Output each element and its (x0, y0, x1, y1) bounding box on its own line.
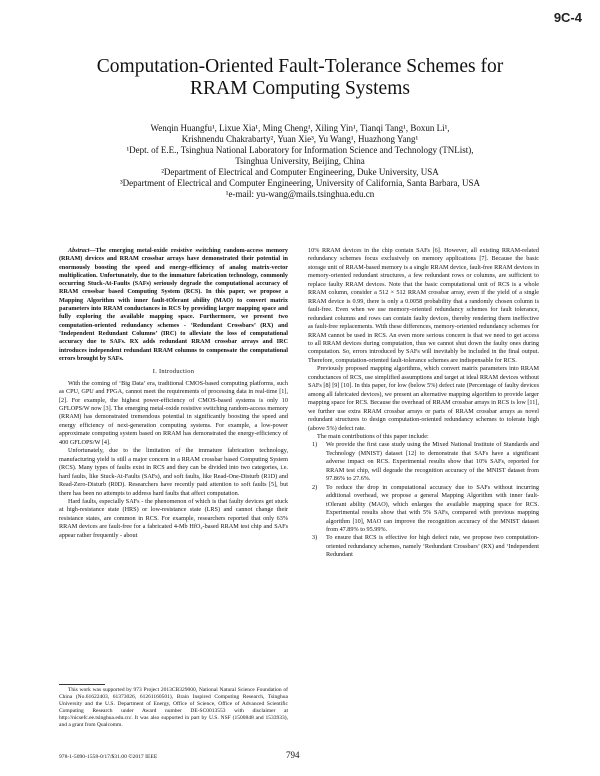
contribution-number: 3) (312, 534, 318, 542)
intro-paragraph-2: Unfortunately, due to the limitation of the immature fabrication technology, manufacturing yield is still a major concern in a RRAM crossbar based Computing System (RCS). Many types of faults exist in RCS and they can be divided into two categories, i.e. hard faults, like Stuck-At-Faults (SAFs), and soft faults, like Read-One-Disturb (R1D) and Read-Zero-Disturb (R0D). Researchers have recently paid attention to soft faults [5], but there has been no attempts to address hard faults that affect computation. (59, 447, 288, 497)
abstract-label: Abstract (68, 247, 90, 254)
right-paragraph-3: The main contributions of this paper include: (317, 432, 429, 440)
left-column (59, 247, 288, 540)
author-block (30, 123, 570, 200)
abstract (59, 247, 288, 363)
right-paragraph-1: 10% RRAM devices in the chip contain SAFs [6]. However, all existing RRAM-related redundancy schemes focus exclusively on memory applications [7]. Because the basic storage unit of RRAM-based memory is a single RRAM device, fault-free RRAM devices in memory-oriented redundant structures, a few redundant rows or columns, are sufficient to replace faulty RRAM devices. Note that the basic computational unit of RCS is a whole RRAM column, consider a 512 × 512 RRAM crossbar array, even if the yield of a single RRAM device is 0.99, there is only a 0.0058 probability that a randomly chosen column is fault-free. Even when we use memory-oriented redundancy schemes for fault tolerance, redundant columns and rows can contain faulty devices, thereby rendering them ineffective as fault-free replacements. With these differences, memory-oriented redundancy schemes for RRAM cannot be used in RCS. An even more serious concern is that we need to get access to all RRAM devices during computation, thus we cannot shut down the faulty ones during computation. So, errors introduced by SAFs will inevitably be included in the final output. Therefore, computation-oriented fault-tolerance schemes are indispensable for RCS. (308, 247, 539, 364)
contribution-text: To reduce the drop in computational accuracy due to SAFs without incurring additional overhead, we propose a general Mapping Algorithm with inner fault-tOlerant ability (MAO), which enlarges the available mapping space for RCS. Experimental results show that with 5% SAFs, compared with previous mapping algorithm [10], MAO can improve the recognition accuracy of the MNIST dataset from 47.89% to 95.99%. (326, 483, 539, 533)
intro-paragraph-3: Hard faults, especially SAFs - the phenomenon of which is that faulty devices get stuck at high-resistance state (HRS) or low-resistance state (LRS) and cannot change their resistance states, are common in RCS. For example, researchers reported that only 63% RRAM devices are fault-free for a fabricated 4-Mb HfO₂-based RRAM test chip and SAFs appear rather frequently - about (59, 497, 288, 539)
paper-title (40, 56, 560, 100)
affiliation-1-line-2: Tsinghua University, Beijing, China (235, 156, 365, 166)
funding-footnote: This work was supported by 973 Project 2013CB329000, National Natural Science Foundation of China (No.61622403, 61373026, 61261160501), Brain Inspired Computing Research, Tsinghua University and the U.S. Department of Energy, Office of Science, Office of Advanced Scientific Computing Research under Award number DE-SC0013553 with disclaimer at http://nicsefc.ee.tsinghua.edu.cn/. It was also supported in part by U.S. NSF (1500848 and 1533933), and a grant from Qualcomm. (59, 687, 288, 728)
isbn-copyright: 978-1-5090-1558-0/17/$31.00 ©2017 IEEE (59, 754, 158, 760)
abstract-text: —The emerging metal-oxide resistive switching random-access memory (RRAM) devices and RRAM crossbar arrays have demonstrated their potential in enormously boosting the speed and energy-efficiency of analog matrix-vector multiplication. Unfortunately, due to the immature fabrication technology, commonly occurring Stuck-At-Faults (SAFs) seriously degrade the computational accuracy of RRAM crossbar based Computing System (RCS). In this paper, we propose a Mapping Algorithm with inner fault-tOlerant ability (MAO) to convert matrix parameters into RRAM conductances in RCS by providing larger mapping space and fully exploring the available mapping space. Furthermore, we present two computation-oriented redundancy schemes - ‘Redundant Crossbars’ (RX) and ‘Independent Redundant Columns’ (IRC) to alleviate the loss of computational accuracy due to SAFs. RX adds redundant RRAM crossbar arrays and IRC introduces independent redundant RRAM columns to compensate the computational errors brought by SAFs. (59, 247, 288, 362)
intro-paragraph-1: With the coming of ‘Big Data’ era, traditional CMOS-based computing platforms, such as CPU, GPU and FPGA, cannot meet the requirements of processing data in real-time [1], [2]. For example, the highest power-efficiency of CMOS-based systems is only 10 GFLOPS/W now [3]. The emerging metal-oxide resistive switching random-access memory (RRAM) has demonstrated tremendous potential in significantly boosting the speed and energy efficiency of next-generation computing systems. For example, a low-power approximate computing system based on RRAM has demonstrated the energy-efficiency of 400 GFLOPS/W [4]. (59, 379, 288, 446)
section-heading-introduction: I. Introduction (152, 368, 195, 376)
contribution-item (308, 484, 539, 535)
footnote-rule (59, 684, 105, 685)
contribution-item (308, 534, 539, 559)
authors-line-2: Krishnendu Chakrabarty², Yuan Xie³, Yu Wang¹, Huazhong Yang¹ (181, 134, 419, 144)
authors-line-1: Wenqin Huangfu¹, Lixue Xia¹, Ming Cheng¹, Xiling Yin¹, Tianqi Tang¹, Boxun Li¹, (150, 123, 450, 133)
affiliation-1-line-1: ¹Dept. of E.E., Tsinghua National Laboratory for Information Science and Technology (TNList), (126, 145, 474, 155)
email[interactable]: ¹e-mail: yu-wang@mails.tsinghua.edu.cn (225, 189, 375, 199)
contribution-item (308, 441, 539, 483)
page-number: 794 (286, 750, 300, 760)
contribution-text: We provide the first case study using the Mixed National Institute of Standards and Technology (MNIST) dataset [12] to demonstrate that SAFs have a significant adverse impact on RCS. Experimental results show that 10% SAFs, reported for RRAM test chip, will degrade the recognition accuracy of the MNIST dataset from 97.86% to 27.6%. (326, 441, 539, 483)
right-paragraph-2: Previously proposed mapping algorithms, which convert matrix parameters into RRAM conductances of RCS, use simplified assumptions and target at ideal RRAM devices without SAFs [8] [9] [10]. In this paper, for low (below 5%) defect rate (Percentage of faulty devices among all fabricated devices), we present an alternative mapping algorithm to provide larger mapping space for RCS. Because the overhead of RRAM crossbar arrays in RCS is low [11], we further use extra RRAM crossbar arrays or parts of RRAM crossbar arrays as novel redundant structures to design computation-oriented redundancy schemes to tolerate high (above 5%) defect rate. (308, 365, 539, 432)
affiliation-2: ²Department of Electrical and Computer Engineering, Duke University, USA (161, 167, 439, 177)
affiliation-3: ³Department of Electrical and Computer Engineering, University of California, Santa Barbara, USA (119, 178, 481, 188)
right-column (308, 247, 539, 560)
contribution-number: 1) (312, 441, 318, 449)
contribution-text: To ensure that RCS is effective for high defect rate, we propose two computation-oriented redundancy schemes, namely ‘Redundant Crossbars’ (RX) and ‘Independent Redundant (326, 534, 539, 559)
session-code: 9C-4 (553, 10, 582, 25)
title-line-2: RRAM Computing Systems (190, 78, 410, 99)
contribution-number: 2) (312, 483, 318, 491)
title-line-1: Computation-Oriented Fault-Tolerance Schemes for (96, 56, 504, 77)
